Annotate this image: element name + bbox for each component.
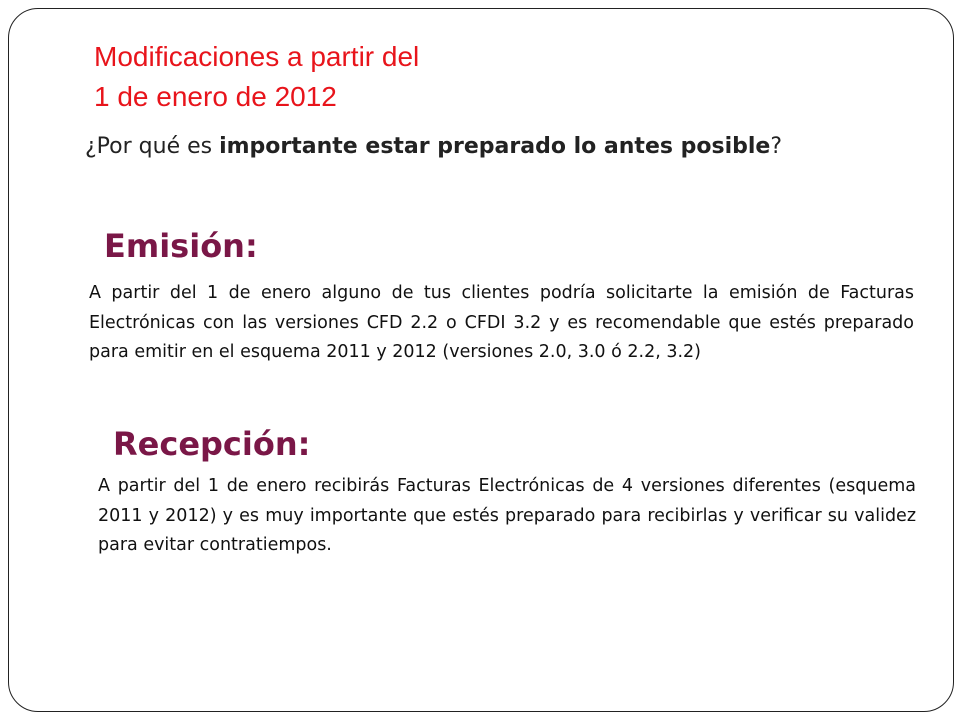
slide-title-line-1: Modificaciones a partir del (94, 41, 420, 72)
question-prefix: ¿Por qué es (85, 134, 220, 159)
question-text (85, 132, 782, 162)
section-body-emision: A partir del 1 de enero alguno de tus clientes podría solicitarte la emisión de Facturas Electrónicas con las versiones CFD 2.2 o CFDI 3.2 y es recomendable que estés preparado para emitir en el esquema 2011 y 2012 (versiones 2.0, 3.0 ó 2.2, 3.2) (89, 283, 914, 362)
section-heading-recepcion: Recepción: (113, 425, 311, 463)
question-emphasis: importante estar preparado lo antes posible (219, 134, 771, 159)
slide-title-line-2: 1 de enero de 2012 (94, 81, 337, 112)
section-body-recepcion: A partir del 1 de enero recibirás Facturas Electrónicas de 4 versiones diferentes (esquema 2011 y 2012) y es muy importante que estés preparado para recibirlas y verificar su validez para evitar contratiempos. (98, 476, 916, 555)
question-suffix: ? (770, 134, 783, 159)
slide-title (94, 37, 419, 117)
section-heading-emision: Emisión: (104, 227, 258, 265)
